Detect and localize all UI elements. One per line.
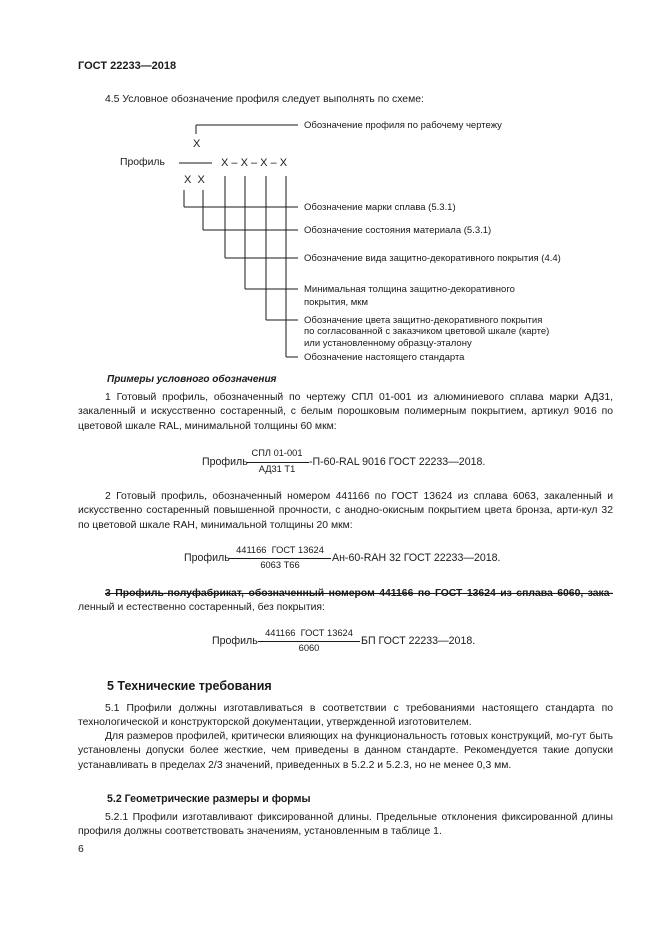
section5-p3: 5.2.1 Профили изготавливают фиксированной длины. Предельные отклонения фиксированной длины профиля должны соответствовать значениям, установленным в таблице 1. (78, 812, 613, 838)
scheme-label-drawing: Обозначение профиля по рабочему чертежу (304, 120, 502, 131)
section52-title: 5.2 Геометрические размеры и формы (107, 793, 311, 805)
scheme-label-thickness-1: Минимальная толщина защитно-декоративного (304, 284, 515, 295)
example2-text: 2 Готовый профиль, обозначенный номером 441166 по ГОСТ 13624 из сплава 6063, закаленный и искусственно состаренный повышенной прочности, с анодно-окисным покрытием цвета бронза, арти-кул 32 по цветовой шкале RAH, минимальной толщины 20 мкм: (78, 491, 613, 531)
scheme-profile-word: Профиль (120, 157, 165, 168)
example1-denominator: АД31 Т1 (258, 464, 296, 474)
scheme-label-state: Обозначение состояния материала (5.3.1) (304, 225, 492, 236)
section5-p2: Для размеров профилей, критически влияющих на функциональность готовых конструкций, мо-гут быть установлены допуски более жесткие, чем приведены в данном стандарте. Рекомендуется такие допуски устанавливать в пределах 2/3 значений, приведенных в 5.2.2 и 5.2.3, но не менее 0,3 мм. (78, 731, 613, 771)
example3-rest-text: ленный и естественно состаренный, без покрытия: (78, 602, 325, 614)
scheme-label-alloy: Обозначение марки сплава (5.3.1) (304, 202, 456, 213)
section5-p1: 5.1 Профили должны изготавливаться в соответствии с требованиями настоящего стандарта по технологической и конструкторской документации, утвержденной изготовителем. (78, 703, 613, 729)
example2-numerator: 441166 ГОСТ 13624 (236, 545, 324, 555)
example3-struck-text: 3 Профиль-полуфабрикат, обозначенный номером 441166 по ГОСТ 13624 из сплава 6060, зака- (105, 588, 613, 599)
document-header: ГОСТ 22233—2018 (78, 60, 177, 72)
scheme-bottom-x: Х Х (184, 174, 205, 186)
example1-suffix: -П-60-RAL 9016 ГОСТ 22233—2018. (309, 456, 486, 468)
scheme-label-color-2: по согласованной с заказчиком цветовой шкале (карте) (304, 326, 550, 337)
example1-text: 1 Готовый профиль, обозначенный по чертежу СПЛ 01-001 из алюминиевого сплава марки АД31, закаленный и искусственно состаренный, с белым порошковым полимерным покрытием, артикул 9016 по цветовой шкале RAL, минимальной толщины 60 мкм: (78, 392, 613, 432)
example1-numerator: СПЛ 01-001 (251, 448, 303, 458)
section5-title: 5 Технические требования (107, 679, 272, 693)
example1-prefix: Профиль (202, 456, 248, 468)
intro-paragraph: 4.5 Условное обозначение профиля следует выполнять по схеме: (105, 94, 424, 105)
examples-title: Примеры условного обозначения (107, 374, 277, 385)
example3-numerator: 441166 ГОСТ 13624 (265, 628, 353, 638)
example2-suffix: Ан-60-RAH 32 ГОСТ 22233—2018. (332, 552, 501, 564)
scheme-top-x: Х (193, 138, 201, 150)
scheme-label-thickness-2: покрытия, мкм (304, 297, 368, 308)
example3-text (78, 587, 613, 616)
scheme-label-coating: Обозначение вида защитно-декоративного покрытия (4.4) (304, 253, 561, 264)
scheme-label-standard: Обозначение настоящего стандарта (304, 352, 465, 363)
scheme-label-color-3: или установленному образцу-эталону (304, 338, 472, 349)
example3-denominator: 6060 (298, 643, 320, 653)
example3-suffix: БП ГОСТ 22233—2018. (361, 635, 476, 647)
page-number: 6 (78, 844, 84, 855)
scheme-label-color-1: Обозначение цвета защитно-декоративного покрытия (304, 315, 543, 326)
example2-denominator: 6063 Т66 (260, 560, 300, 570)
example2-prefix: Профиль (184, 552, 230, 564)
scheme-main-formula: Х – Х – Х – Х (221, 157, 288, 169)
example3-prefix: Профиль (212, 635, 258, 647)
